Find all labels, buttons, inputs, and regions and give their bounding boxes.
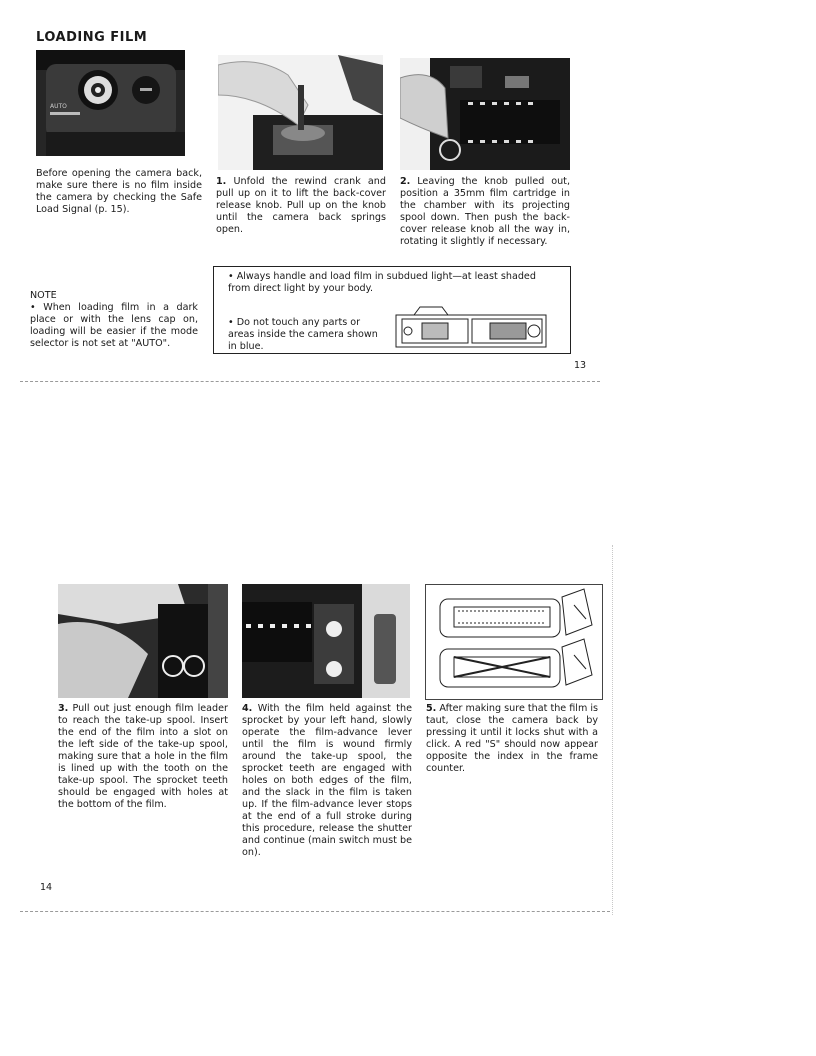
- step-4-text: [242, 703, 412, 859]
- caution-box: [213, 266, 571, 354]
- page-number-13: 13: [574, 360, 587, 371]
- step-2-body: Leaving the knob pulled out, position a 35mm film cartridge in the chamber with its projecting spool down. Then push the back-cover release knob all the way in, rotating it slightly if necessary.: [400, 176, 570, 247]
- step-4-body: With the film held against the sprocket by your left hand, slowly operate the film-advance lever until the film is wound firmly around the take-up spool, the sprocket teeth are engaged with holes on both edges of the film, and the slack in the film is taken up. If the film-advance lever stops at the end of a full stroke during this procedure, release the shutter and continue (main switch must be on).: [242, 703, 412, 858]
- step-5-body: After making sure that the film is taut, close the camera back by pressing it until it locks shut with a click. A red "S" should now appear opposite the index in the frame counter.: [426, 703, 599, 774]
- page-divider-bottom: [20, 911, 610, 912]
- step-3-text: [58, 703, 228, 811]
- step-1-number: 1.: [216, 176, 227, 187]
- take-up-spool-photo: [58, 584, 228, 698]
- camera-top-photo: [36, 50, 185, 156]
- step-1-body: Unfold the rewind crank and pull up on it to lift the back-cover release knob. Pull up on the knob until the camera back springs open.: [216, 176, 386, 235]
- note-text: • When loading film in a dark place or with the lens cap on, loading will be easier if the mode selector is not set at "AUTO".: [30, 302, 198, 349]
- camera-auto-label: AUTO: [50, 103, 67, 110]
- step-2-number: 2.: [400, 176, 411, 187]
- page-number-14: 14: [40, 882, 53, 893]
- camera-interior-diagram: [394, 303, 554, 349]
- step-5-number: 5.: [426, 703, 437, 714]
- step-1-text: [216, 176, 386, 236]
- step-2-text: [400, 176, 570, 248]
- note-block: [30, 290, 198, 350]
- note-heading: NOTE: [30, 290, 57, 301]
- sprocket-photo: [242, 584, 410, 698]
- caution-bullet-light: • Always handle and load film in subdued light—at least shaded from direct light by your body.: [228, 271, 536, 294]
- film-cartridge-photo: [400, 58, 570, 170]
- intro-text: Before opening the camera back, make sure there is no film inside the camera by checking the Safe Load Signal (p. 15).: [36, 168, 202, 215]
- step-3-number: 3.: [58, 703, 69, 714]
- step-4-number: 4.: [242, 703, 253, 714]
- step-3-body: Pull out just enough film leader to reach the take-up spool. Insert the end of the film into a slot on the left side of the take-up spool, making sure that a hole in the film is lined up with the tooth on the take-up spool. The sprocket teeth should be engaged with holes at the bottom of the film.: [58, 703, 228, 810]
- caution-bullet-blue-areas: • Do not touch any parts or areas inside the camera shown in blue.: [228, 317, 378, 352]
- page-edge-line: [612, 545, 613, 915]
- page-divider-top: [20, 381, 600, 382]
- rewind-crank-photo: [218, 55, 383, 170]
- camera-back-closing-diagram: [425, 584, 603, 700]
- step-5-text: [426, 703, 598, 775]
- page-title: LOADING FILM: [36, 30, 148, 45]
